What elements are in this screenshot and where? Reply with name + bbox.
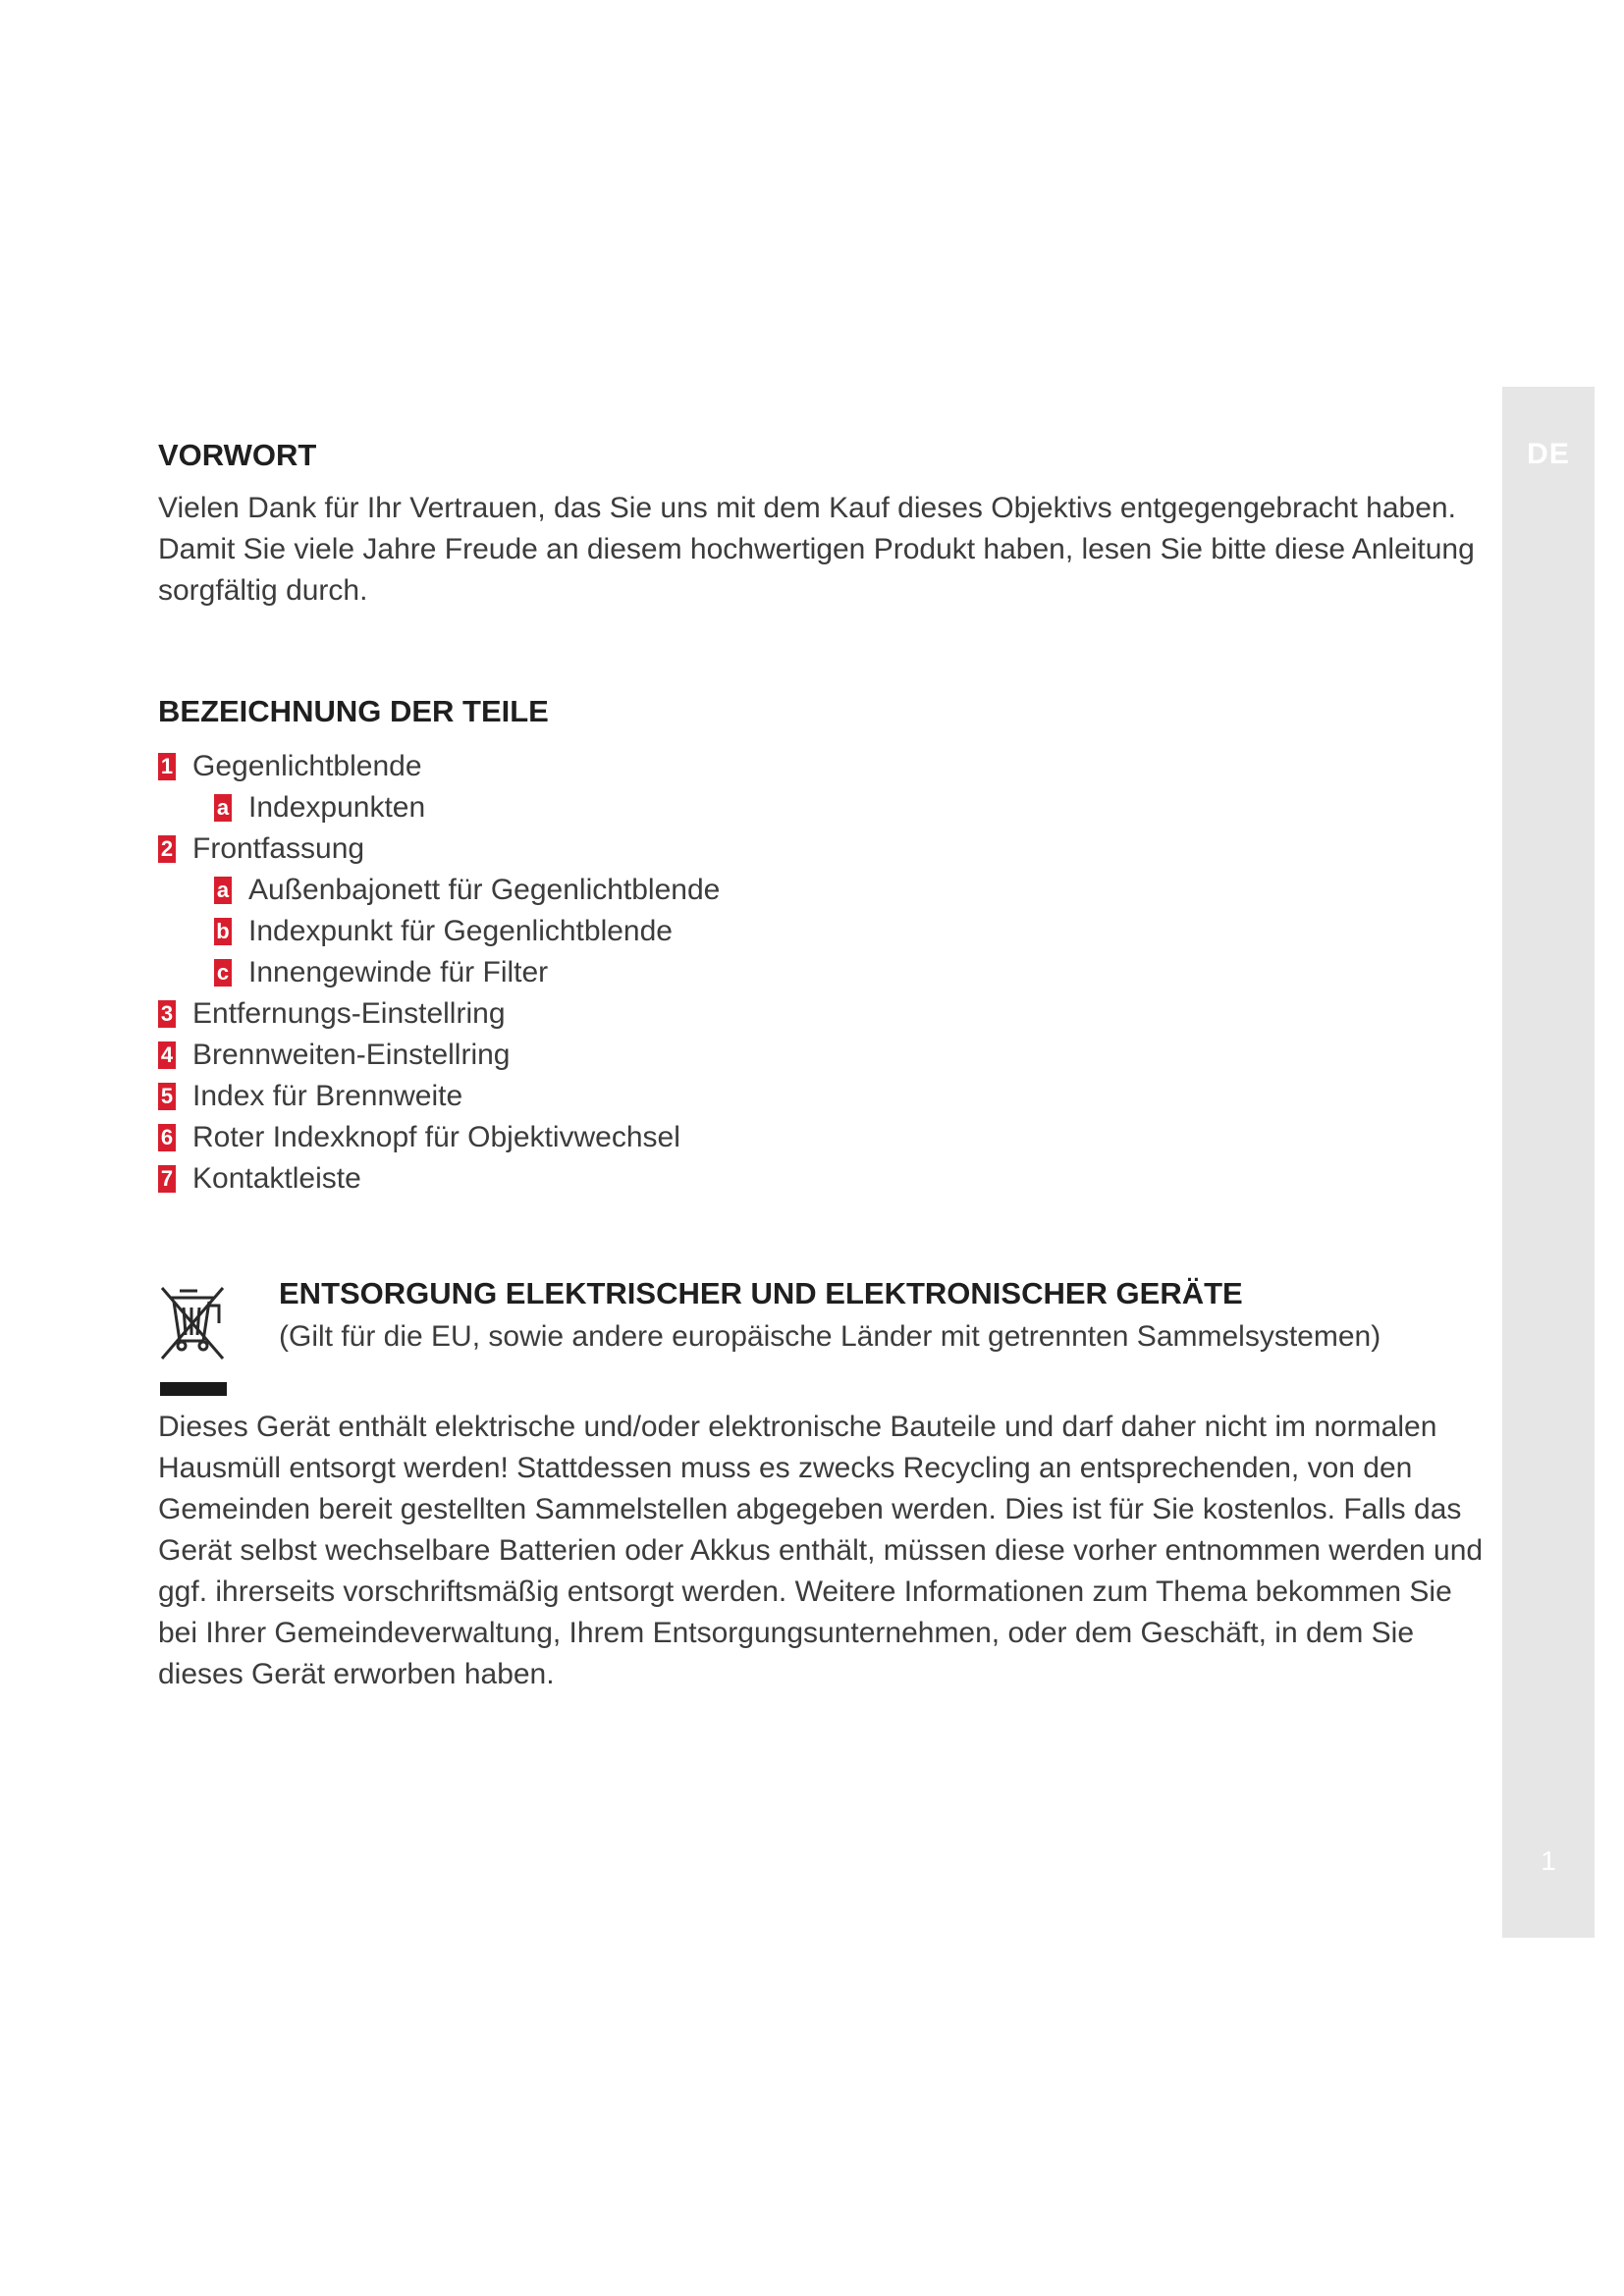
parts-list xyxy=(158,746,720,1200)
foreword-text xyxy=(158,488,1475,612)
page-number: 1 xyxy=(1541,1845,1556,1876)
part-number-badge: 4 xyxy=(158,1041,176,1069)
part-item xyxy=(158,993,720,1035)
disposal-subheading: (Gilt für die EU, sowie andere europäische Länder mit getrennten Sammelsystemen) xyxy=(279,1320,1381,1353)
disposal-line: ggf. ihrerseits vorschriftsmäßig entsorgt werden. Weitere Informationen zum Thema bekommen Sie xyxy=(158,1575,1452,1608)
part-item xyxy=(158,1076,720,1117)
part-number-badge: 7 xyxy=(158,1165,176,1193)
disposal-text xyxy=(158,1407,1483,1695)
part-label: Kontaktleiste xyxy=(192,1162,361,1195)
part-item xyxy=(158,1117,720,1158)
foreword-line: Damit Sie viele Jahre Freude an diesem hochwertigen Produkt haben, lesen Sie bitte diese Anleitung xyxy=(158,533,1475,565)
part-subitem xyxy=(158,952,720,993)
language-side-tab xyxy=(1502,387,1595,1938)
part-label: Index für Brennweite xyxy=(192,1080,463,1112)
part-letter-badge: c xyxy=(214,959,232,987)
part-label: Gegenlichtblende xyxy=(192,750,422,782)
part-label: Innengewinde für Filter xyxy=(248,956,549,988)
disposal-heading: ENTSORGUNG ELEKTRISCHER UND ELEKTRONISCHER GERÄTE xyxy=(279,1276,1243,1310)
disposal-line: Gerät selbst wechselbare Batterien oder Akkus enthält, müssen diese vorher entnommen werden und xyxy=(158,1534,1484,1567)
part-number-badge: 5 xyxy=(158,1083,176,1110)
part-item xyxy=(158,828,720,870)
part-label: Außenbajonett für Gegenlichtblende xyxy=(248,874,721,906)
foreword-line: Vielen Dank für Ihr Vertrauen, das Sie uns mit dem Kauf dieses Objektivs entgegengebracht haben. xyxy=(158,492,1456,524)
part-label: Roter Indexknopf für Objektivwechsel xyxy=(192,1121,680,1153)
foreword-heading: VORWORT xyxy=(158,438,317,472)
disposal-line: dieses Gerät erworben haben. xyxy=(158,1658,555,1690)
part-label: Frontfassung xyxy=(192,832,365,865)
part-item xyxy=(158,1158,720,1200)
part-label: Indexpunkt für Gegenlichtblende xyxy=(248,915,673,947)
disposal-line: bei Ihrer Gemeindeverwaltung, Ihrem Entsorgungsunternehmen, oder dem Geschäft, in dem Sie xyxy=(158,1617,1415,1649)
part-item xyxy=(158,746,720,787)
parts-heading: BEZEICHNUNG DER TEILE xyxy=(158,694,549,728)
weee-crossed-bin-icon xyxy=(158,1284,229,1397)
part-number-badge: 3 xyxy=(158,1000,176,1028)
disposal-line: Hausmüll entsorgt werden! Stattdessen muss es zwecks Recycling an entsprechenden, von den xyxy=(158,1452,1413,1484)
part-label: Brennweiten-Einstellring xyxy=(192,1039,511,1071)
part-subitem xyxy=(158,911,720,952)
part-label: Indexpunkten xyxy=(248,791,426,824)
part-subitem xyxy=(158,870,720,911)
disposal-line: Dieses Gerät enthält elektrische und/oder elektronische Bauteile und darf daher nicht im normalen xyxy=(158,1411,1437,1443)
foreword-line: sorgfältig durch. xyxy=(158,574,368,607)
part-number-badge: 6 xyxy=(158,1124,176,1151)
disposal-line: Gemeinden bereit gestellten Sammelstellen abgegeben werden. Dies ist für Sie kostenlos. Falls das xyxy=(158,1493,1462,1525)
part-letter-badge: a xyxy=(214,794,232,822)
part-number-badge: 1 xyxy=(158,753,176,780)
part-letter-badge: b xyxy=(214,918,232,945)
part-item xyxy=(158,1035,720,1076)
part-letter-badge: a xyxy=(214,877,232,904)
language-label: DE xyxy=(1527,438,1570,470)
part-label: Entfernungs-Einstellring xyxy=(192,997,506,1030)
part-number-badge: 2 xyxy=(158,835,176,863)
part-subitem xyxy=(158,787,720,828)
